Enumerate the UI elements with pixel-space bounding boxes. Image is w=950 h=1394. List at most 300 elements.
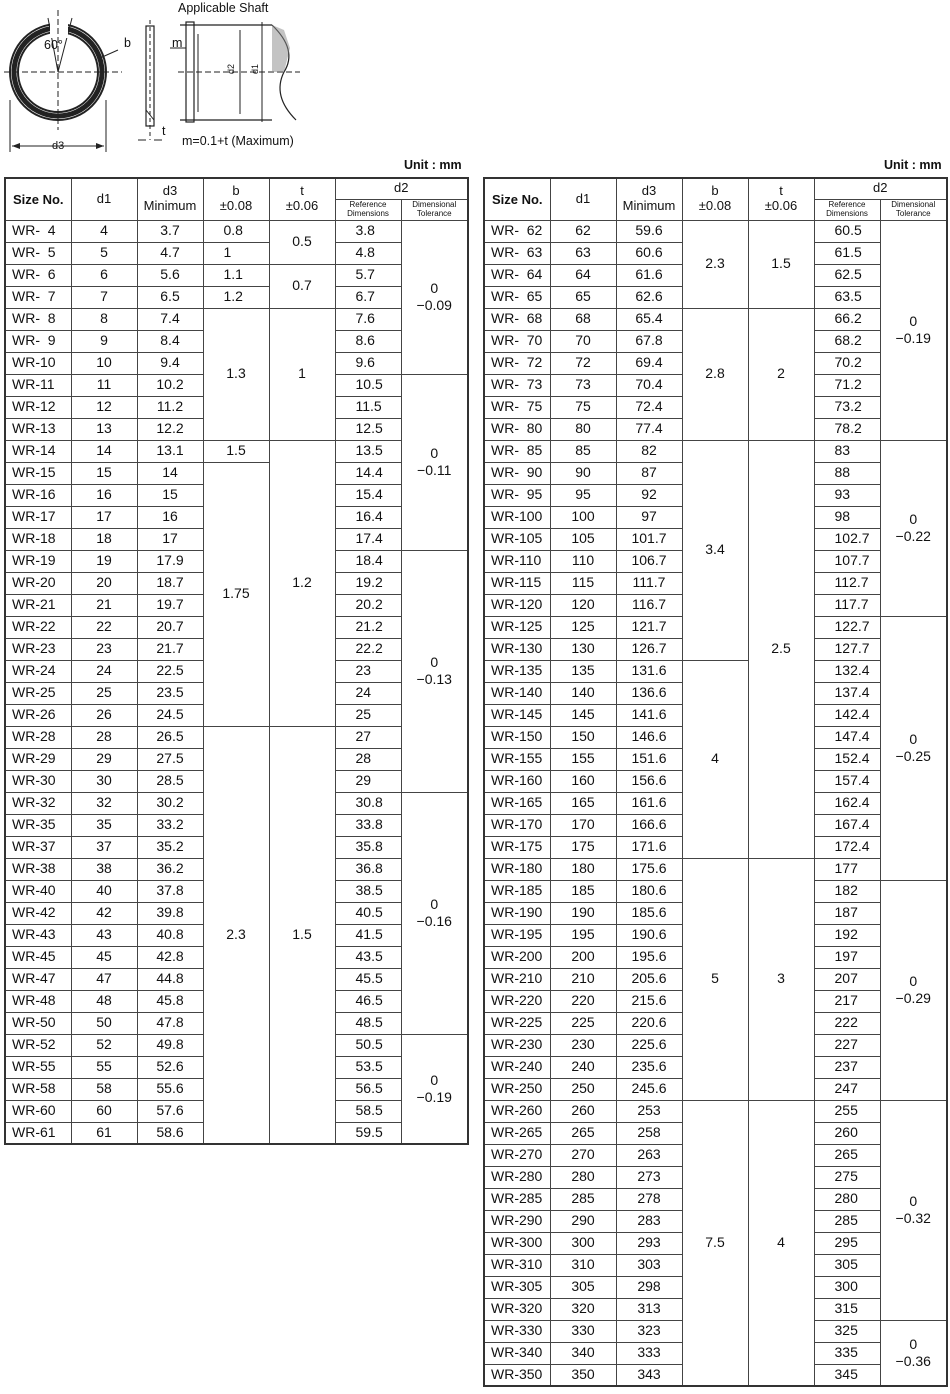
d2-reference-cell: 137.4 <box>814 682 880 704</box>
d1-cell: 190 <box>550 902 616 924</box>
d1-cell: 270 <box>550 1144 616 1166</box>
header-dim-tolerance: Dimensional Tolerance <box>401 199 468 220</box>
d1-cell: 18 <box>71 528 137 550</box>
d1-cell: 20 <box>71 572 137 594</box>
header-ref-dimensions: Reference Dimensions <box>814 199 880 220</box>
t-cell: 1.2 <box>269 440 335 726</box>
d2-reference-cell: 285 <box>814 1210 880 1232</box>
d1-cell: 14 <box>71 440 137 462</box>
d2-reference-cell: 33.8 <box>335 814 401 836</box>
spec-table-right <box>483 177 948 1387</box>
tolerance-lower: −0.25 <box>895 748 931 764</box>
d2-reference-cell: 227 <box>814 1034 880 1056</box>
d1-cell: 24 <box>71 660 137 682</box>
d2-reference-cell: 112.7 <box>814 572 880 594</box>
d3-cell: 13.1 <box>137 440 203 462</box>
d1-cell: 195 <box>550 924 616 946</box>
size-no-cell: WR-19 <box>5 550 71 572</box>
t-cell: 0.7 <box>269 264 335 308</box>
d3-cell: 225.6 <box>616 1034 682 1056</box>
d2-reference-cell: 59.5 <box>335 1122 401 1144</box>
size-no-cell: WR-58 <box>5 1078 71 1100</box>
size-no-cell: WR-165 <box>484 792 550 814</box>
d1-cell: 35 <box>71 814 137 836</box>
d2-tolerance-cell <box>880 1100 947 1320</box>
size-no-cell: WR-310 <box>484 1254 550 1276</box>
d2-reference-cell: 15.4 <box>335 484 401 506</box>
size-no-cell: WR-16 <box>5 484 71 506</box>
size-no-cell: WR-160 <box>484 770 550 792</box>
d2-reference-cell: 5.7 <box>335 264 401 286</box>
d3-cell: 21.7 <box>137 638 203 660</box>
size-no-cell: WR- 62 <box>484 220 550 242</box>
table-row <box>484 308 947 330</box>
retaining-ring-diagram <box>0 0 330 160</box>
size-no-cell: WR-290 <box>484 1210 550 1232</box>
d2-reference-cell: 53.5 <box>335 1056 401 1078</box>
d1-cell: 90 <box>550 462 616 484</box>
d3-cell: 58.6 <box>137 1122 203 1144</box>
d1-cell: 240 <box>550 1056 616 1078</box>
table-row <box>5 264 468 286</box>
d3-cell: 24.5 <box>137 704 203 726</box>
d1-cell: 70 <box>550 330 616 352</box>
d1-cell: 22 <box>71 616 137 638</box>
d2-reference-cell: 63.5 <box>814 286 880 308</box>
tolerance-lower: −0.19 <box>895 330 931 346</box>
tolerance-lower: −0.11 <box>417 462 452 478</box>
d3-cell: 17 <box>137 528 203 550</box>
d2-reference-cell: 35.8 <box>335 836 401 858</box>
size-no-cell: WR-170 <box>484 814 550 836</box>
d3-cell: 5.6 <box>137 264 203 286</box>
d3-cell: 70.4 <box>616 374 682 396</box>
size-no-cell: WR-320 <box>484 1298 550 1320</box>
d3-cell: 7.4 <box>137 308 203 330</box>
d1-cell: 185 <box>550 880 616 902</box>
d3-cell: 278 <box>616 1188 682 1210</box>
d2-reference-cell: 78.2 <box>814 418 880 440</box>
d3-cell: 33.2 <box>137 814 203 836</box>
d2-reference-cell: 9.6 <box>335 352 401 374</box>
size-no-cell: WR-140 <box>484 682 550 704</box>
d1-cell: 340 <box>550 1342 616 1364</box>
size-no-cell: WR-230 <box>484 1034 550 1056</box>
size-no-cell: WR-50 <box>5 1012 71 1034</box>
size-no-cell: WR-55 <box>5 1056 71 1078</box>
size-no-cell: WR-14 <box>5 440 71 462</box>
d2-reference-cell: 247 <box>814 1078 880 1100</box>
d3-cell: 141.6 <box>616 704 682 726</box>
d1-cell: 140 <box>550 682 616 704</box>
d1-cell: 225 <box>550 1012 616 1034</box>
d3-cell: 273 <box>616 1166 682 1188</box>
d3-cell: 60.6 <box>616 242 682 264</box>
size-no-cell: WR-47 <box>5 968 71 990</box>
d3-cell: 82 <box>616 440 682 462</box>
d2-reference-cell: 41.5 <box>335 924 401 946</box>
d2-reference-cell: 197 <box>814 946 880 968</box>
size-no-cell: WR-26 <box>5 704 71 726</box>
size-no-cell: WR- 70 <box>484 330 550 352</box>
d3-cell: 27.5 <box>137 748 203 770</box>
d2-dimension-label: d2 <box>226 63 237 75</box>
d2-tolerance-cell <box>880 1320 947 1386</box>
size-no-cell: WR-185 <box>484 880 550 902</box>
size-no-cell: WR-240 <box>484 1056 550 1078</box>
d1-cell: 310 <box>550 1254 616 1276</box>
table-row <box>5 242 468 264</box>
d2-reference-cell: 132.4 <box>814 660 880 682</box>
d2-reference-cell: 61.5 <box>814 242 880 264</box>
d1-cell: 65 <box>550 286 616 308</box>
d3-cell: 14 <box>137 462 203 484</box>
table-row <box>484 858 947 880</box>
d3-cell: 59.6 <box>616 220 682 242</box>
d3-cell: 87 <box>616 462 682 484</box>
d1-cell: 60 <box>71 1100 137 1122</box>
t-cell: 2.5 <box>748 440 814 858</box>
d3-cell: 161.6 <box>616 792 682 814</box>
b-cell: 1.5 <box>203 440 269 462</box>
d1-cell: 170 <box>550 814 616 836</box>
d3-cell: 15 <box>137 484 203 506</box>
d3-cell: 146.6 <box>616 726 682 748</box>
size-no-cell: WR-190 <box>484 902 550 924</box>
d3-cell: 263 <box>616 1144 682 1166</box>
d1-cell: 62 <box>550 220 616 242</box>
d2-reference-cell: 122.7 <box>814 616 880 638</box>
d2-reference-cell: 38.5 <box>335 880 401 902</box>
d2-reference-cell: 17.4 <box>335 528 401 550</box>
d1-cell: 11 <box>71 374 137 396</box>
d2-reference-cell: 36.8 <box>335 858 401 880</box>
d1-cell: 290 <box>550 1210 616 1232</box>
tolerance-upper: 0 <box>430 896 439 913</box>
d2-reference-cell: 167.4 <box>814 814 880 836</box>
tolerance-upper: 0 <box>909 1335 918 1352</box>
size-no-cell: WR-21 <box>5 594 71 616</box>
d2-reference-cell: 68.2 <box>814 330 880 352</box>
b-cell: 3.4 <box>682 440 748 660</box>
d2-tolerance-cell <box>880 616 947 880</box>
d2-reference-cell: 142.4 <box>814 704 880 726</box>
d2-reference-cell: 305 <box>814 1254 880 1276</box>
table-row <box>484 440 947 462</box>
d3-cell: 235.6 <box>616 1056 682 1078</box>
size-no-cell: WR-40 <box>5 880 71 902</box>
d3-cell: 6.5 <box>137 286 203 308</box>
size-no-cell: WR-11 <box>5 374 71 396</box>
d3-cell: 303 <box>616 1254 682 1276</box>
d2-reference-cell: 265 <box>814 1144 880 1166</box>
d2-tolerance-cell <box>401 220 468 374</box>
size-no-cell: WR- 73 <box>484 374 550 396</box>
size-no-cell: WR-305 <box>484 1276 550 1298</box>
d1-cell: 330 <box>550 1320 616 1342</box>
d2-reference-cell: 22.2 <box>335 638 401 660</box>
d3-cell: 8.4 <box>137 330 203 352</box>
b-cell: 5 <box>682 858 748 1100</box>
size-no-cell: WR-250 <box>484 1078 550 1100</box>
size-no-cell: WR- 4 <box>5 220 71 242</box>
d3-cell: 37.8 <box>137 880 203 902</box>
tolerance-upper: 0 <box>909 313 918 330</box>
d2-reference-cell: 11.5 <box>335 396 401 418</box>
table-row <box>484 220 947 242</box>
d3-cell: 19.7 <box>137 594 203 616</box>
b-dimension-label: b <box>124 36 131 50</box>
header-dim-tolerance: Dimensional Tolerance <box>880 199 947 220</box>
d2-reference-cell: 18.4 <box>335 550 401 572</box>
d1-cell: 48 <box>71 990 137 1012</box>
d2-reference-cell: 325 <box>814 1320 880 1342</box>
d2-reference-cell: 117.7 <box>814 594 880 616</box>
table-row <box>484 660 947 682</box>
d2-reference-cell: 27 <box>335 726 401 748</box>
d2-reference-cell: 30.8 <box>335 792 401 814</box>
d2-reference-cell: 207 <box>814 968 880 990</box>
d1-cell: 47 <box>71 968 137 990</box>
d2-reference-cell: 43.5 <box>335 946 401 968</box>
d2-reference-cell: 127.7 <box>814 638 880 660</box>
d1-cell: 160 <box>550 770 616 792</box>
table-row <box>484 1100 947 1122</box>
d3-cell: 116.7 <box>616 594 682 616</box>
header-size-no: Size No. <box>484 178 550 220</box>
size-no-cell: WR-12 <box>5 396 71 418</box>
d2-reference-cell: 40.5 <box>335 902 401 924</box>
d3-cell: 10.2 <box>137 374 203 396</box>
d2-reference-cell: 23 <box>335 660 401 682</box>
d3-cell: 42.8 <box>137 946 203 968</box>
d1-cell: 17 <box>71 506 137 528</box>
size-no-cell: WR-155 <box>484 748 550 770</box>
header-d3: d3 Minimum <box>616 178 682 220</box>
tolerance-upper: 0 <box>909 511 918 528</box>
b-cell: 7.5 <box>682 1100 748 1386</box>
size-no-cell: WR- 95 <box>484 484 550 506</box>
size-no-cell: WR-145 <box>484 704 550 726</box>
table-row <box>5 220 468 242</box>
header-size-no: Size No. <box>5 178 71 220</box>
tolerance-lower: −0.16 <box>416 913 452 929</box>
d1-cell: 350 <box>550 1364 616 1386</box>
size-no-cell: WR- 72 <box>484 352 550 374</box>
d3-cell: 195.6 <box>616 946 682 968</box>
d1-cell: 305 <box>550 1276 616 1298</box>
tolerance-lower: −0.09 <box>416 297 452 313</box>
d1-cell: 5 <box>71 242 137 264</box>
d2-reference-cell: 152.4 <box>814 748 880 770</box>
t-cell: 3 <box>748 858 814 1100</box>
d2-reference-cell: 71.2 <box>814 374 880 396</box>
b-cell: 1.3 <box>203 308 269 440</box>
d3-cell: 35.2 <box>137 836 203 858</box>
d3-cell: 175.6 <box>616 858 682 880</box>
d1-cell: 7 <box>71 286 137 308</box>
size-no-cell: WR-38 <box>5 858 71 880</box>
d2-reference-cell: 275 <box>814 1166 880 1188</box>
d3-cell: 151.6 <box>616 748 682 770</box>
tolerance-lower: −0.19 <box>416 1088 452 1105</box>
d3-cell: 136.6 <box>616 682 682 704</box>
size-no-cell: WR-260 <box>484 1100 550 1122</box>
size-no-cell: WR-180 <box>484 858 550 880</box>
d1-cell: 125 <box>550 616 616 638</box>
tolerance-lower: −0.22 <box>895 528 931 544</box>
d2-reference-cell: 60.5 <box>814 220 880 242</box>
size-no-cell: WR-115 <box>484 572 550 594</box>
d3-cell: 126.7 <box>616 638 682 660</box>
d3-cell: 77.4 <box>616 418 682 440</box>
d1-cell: 150 <box>550 726 616 748</box>
size-no-cell: WR-25 <box>5 682 71 704</box>
d1-cell: 120 <box>550 594 616 616</box>
d3-dimension-label: d3 <box>52 140 65 152</box>
d3-cell: 23.5 <box>137 682 203 704</box>
d2-reference-cell: 98 <box>814 506 880 528</box>
d3-cell: 57.6 <box>137 1100 203 1122</box>
d1-cell: 175 <box>550 836 616 858</box>
d1-cell: 52 <box>71 1034 137 1056</box>
d3-cell: 171.6 <box>616 836 682 858</box>
d2-reference-cell: 56.5 <box>335 1078 401 1100</box>
spec-table-left <box>4 177 469 1145</box>
d1-cell: 320 <box>550 1298 616 1320</box>
size-no-cell: WR- 75 <box>484 396 550 418</box>
d2-reference-cell: 73.2 <box>814 396 880 418</box>
size-no-cell: WR-52 <box>5 1034 71 1056</box>
d3-cell: 101.7 <box>616 528 682 550</box>
d2-reference-cell: 12.5 <box>335 418 401 440</box>
size-no-cell: WR-30 <box>5 770 71 792</box>
size-no-cell: WR-130 <box>484 638 550 660</box>
d3-cell: 62.6 <box>616 286 682 308</box>
size-no-cell: WR- 65 <box>484 286 550 308</box>
d2-reference-cell: 222 <box>814 1012 880 1034</box>
tolerance-upper: 0 <box>909 973 918 990</box>
tolerance-lower: −0.29 <box>895 990 931 1006</box>
d1-cell: 75 <box>550 396 616 418</box>
d2-reference-cell: 300 <box>814 1276 880 1298</box>
d2-tolerance-cell <box>880 440 947 616</box>
d3-cell: 323 <box>616 1320 682 1342</box>
size-no-cell: WR-18 <box>5 528 71 550</box>
size-no-cell: WR- 68 <box>484 308 550 330</box>
size-no-cell: WR-270 <box>484 1144 550 1166</box>
d3-cell: 55.6 <box>137 1078 203 1100</box>
d1-cell: 50 <box>71 1012 137 1034</box>
table-row <box>5 286 468 308</box>
size-no-cell: WR- 90 <box>484 462 550 484</box>
d2-reference-cell: 192 <box>814 924 880 946</box>
d3-cell: 180.6 <box>616 880 682 902</box>
d3-cell: 4.7 <box>137 242 203 264</box>
header-t: t ±0.06 <box>269 178 335 220</box>
d3-cell: 220.6 <box>616 1012 682 1034</box>
d2-reference-cell: 8.6 <box>335 330 401 352</box>
d2-reference-cell: 237 <box>814 1056 880 1078</box>
size-no-cell: WR-45 <box>5 946 71 968</box>
d2-reference-cell: 62.5 <box>814 264 880 286</box>
tolerance-upper: 0 <box>430 280 439 297</box>
d2-reference-cell: 182 <box>814 880 880 902</box>
d2-reference-cell: 19.2 <box>335 572 401 594</box>
d1-cell: 21 <box>71 594 137 616</box>
size-no-cell: WR-42 <box>5 902 71 924</box>
formula-label: m=0.1+t (Maximum) <box>182 134 294 148</box>
size-no-cell: WR-32 <box>5 792 71 814</box>
d2-reference-cell: 45.5 <box>335 968 401 990</box>
header-d1: d1 <box>550 178 616 220</box>
size-no-cell: WR- 80 <box>484 418 550 440</box>
d2-reference-cell: 66.2 <box>814 308 880 330</box>
d1-cell: 180 <box>550 858 616 880</box>
d2-reference-cell: 83 <box>814 440 880 462</box>
b-cell: 4 <box>682 660 748 858</box>
b-cell: 1 <box>203 242 269 264</box>
b-cell: 2.3 <box>682 220 748 308</box>
d2-tolerance-cell <box>401 792 468 1034</box>
d2-reference-cell: 25 <box>335 704 401 726</box>
d2-reference-cell: 295 <box>814 1232 880 1254</box>
d1-cell: 16 <box>71 484 137 506</box>
d3-cell: 47.8 <box>137 1012 203 1034</box>
size-no-cell: WR-105 <box>484 528 550 550</box>
t-cell: 1.5 <box>748 220 814 308</box>
size-no-cell: WR-29 <box>5 748 71 770</box>
b-cell: 2.8 <box>682 308 748 440</box>
d1-cell: 165 <box>550 792 616 814</box>
d1-cell: 4 <box>71 220 137 242</box>
d2-reference-cell: 20.2 <box>335 594 401 616</box>
d3-cell: 298 <box>616 1276 682 1298</box>
d2-reference-cell: 4.8 <box>335 242 401 264</box>
header-d2: d2 <box>335 178 468 199</box>
d1-cell: 80 <box>550 418 616 440</box>
d1-cell: 230 <box>550 1034 616 1056</box>
table-row <box>5 462 468 484</box>
header-d3: d3 Minimum <box>137 178 203 220</box>
d1-cell: 285 <box>550 1188 616 1210</box>
d3-cell: 215.6 <box>616 990 682 1012</box>
d1-cell: 28 <box>71 726 137 748</box>
d1-cell: 85 <box>550 440 616 462</box>
d1-cell: 55 <box>71 1056 137 1078</box>
d2-reference-cell: 147.4 <box>814 726 880 748</box>
angle-label: 60° <box>44 38 63 52</box>
tolerance-upper: 0 <box>909 1193 918 1210</box>
tolerance-upper: 0 <box>909 731 918 748</box>
d2-reference-cell: 14.4 <box>335 462 401 484</box>
applicable-shaft-label: Applicable Shaft <box>178 1 269 15</box>
t-cell: 1 <box>269 308 335 440</box>
d1-cell: 260 <box>550 1100 616 1122</box>
d3-cell: 45.8 <box>137 990 203 1012</box>
d2-reference-cell: 21.2 <box>335 616 401 638</box>
d3-cell: 156.6 <box>616 770 682 792</box>
tolerance-upper: 0 <box>430 445 439 462</box>
d3-cell: 343 <box>616 1364 682 1386</box>
d3-cell: 258 <box>616 1122 682 1144</box>
d1-cell: 9 <box>71 330 137 352</box>
header-d1: d1 <box>71 178 137 220</box>
d2-reference-cell: 260 <box>814 1122 880 1144</box>
size-no-cell: WR-285 <box>484 1188 550 1210</box>
size-no-cell: WR-20 <box>5 572 71 594</box>
d3-cell: 92 <box>616 484 682 506</box>
